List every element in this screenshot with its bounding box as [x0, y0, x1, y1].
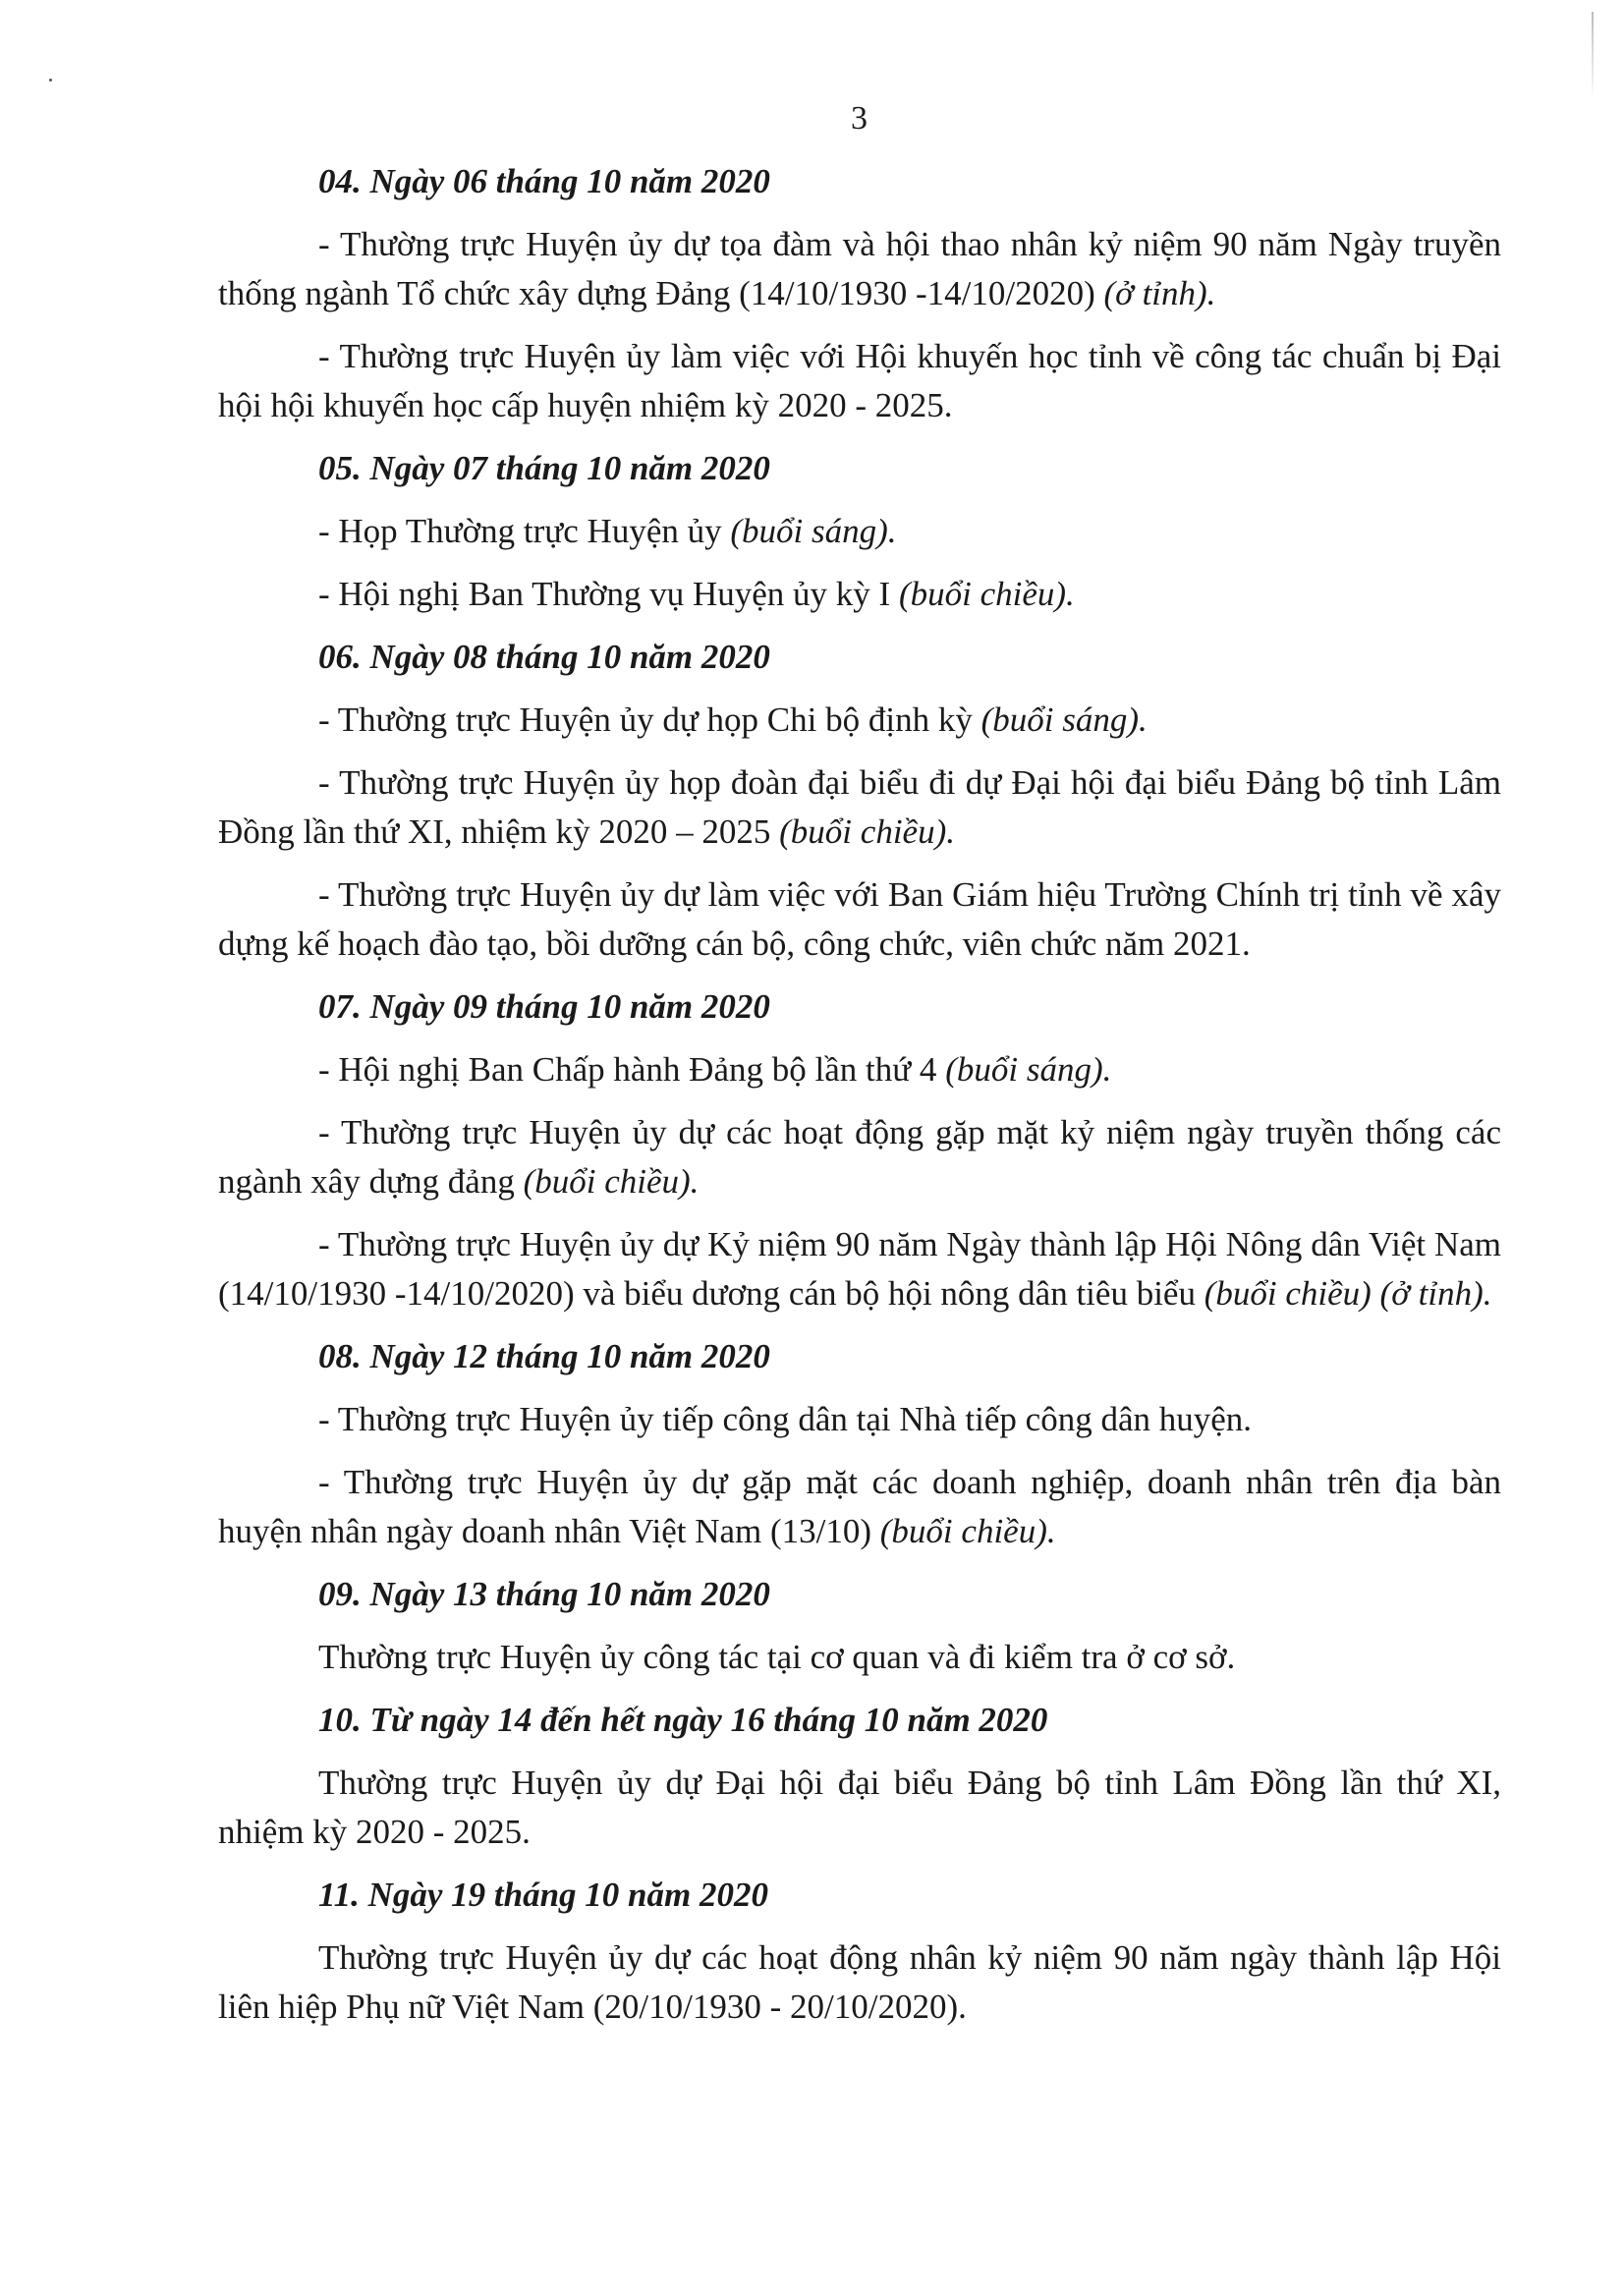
page-number: 3	[851, 100, 868, 137]
item-note: (buổi chiều).	[779, 812, 955, 851]
item-text: - Thường trực Huyện ủy dự làm việc với Ban Giám hiệu Trường Chính trị tỉnh về xây dựng kế hoạch đào tạo, bồi dưỡng cán bộ, công chức, viên chức năm 2021.	[218, 875, 1501, 963]
item-note: (buổi sáng).	[980, 700, 1148, 739]
schedule-item	[218, 696, 1501, 745]
section-title: 05. Ngày 07 tháng 10 năm 2020	[318, 449, 770, 487]
schedule-item	[218, 570, 1501, 619]
item-text: - Hội nghị Ban Chấp hành Đảng bộ lần thứ 4	[318, 1050, 946, 1089]
item-text: - Thường trực Huyện ủy tiếp công dân tại Nhà tiếp công dân huyện.	[318, 1400, 1253, 1438]
item-text: - Thường trực Huyện ủy dự Kỷ niệm 90 năm Ngày thành lập Hội Nông dân Việt Nam (14/10/1930 -14/10/2020) và biểu dương cán bộ hội nông dân tiêu biểu	[218, 1225, 1501, 1313]
section-title: 04. Ngày 06 tháng 10 năm 2020	[318, 162, 770, 200]
schedule-item	[218, 870, 1501, 969]
section-title: 08. Ngày 12 tháng 10 năm 2020	[318, 1337, 770, 1375]
item-text: - Thường trực Huyện ủy dự tọa đàm và hội thao nhân kỷ niệm 90 năm Ngày truyền thống ngành Tổ chức xây dựng Đảng (14/10/1930 -14/10/2020)	[218, 225, 1501, 312]
schedule-item	[218, 1108, 1501, 1206]
section-title: 06. Ngày 08 tháng 10 năm 2020	[318, 638, 770, 676]
item-text: Thường trực Huyện ủy công tác tại cơ quan và đi kiểm tra ở cơ sở.	[318, 1638, 1236, 1676]
schedule-item	[218, 1759, 1501, 1857]
section-title: 09. Ngày 13 tháng 10 năm 2020	[318, 1575, 770, 1613]
item-note: (buổi chiều).	[879, 1512, 1056, 1550]
section-title: 07. Ngày 09 tháng 10 năm 2020	[318, 987, 770, 1026]
item-text: - Hội nghị Ban Thường vụ Huyện ủy kỳ I	[318, 575, 899, 613]
item-note: (buổi chiều) (ở tỉnh).	[1204, 1274, 1492, 1313]
item-note: (ở tỉnh).	[1103, 274, 1216, 312]
item-text: - Thường trực Huyện ủy dự các hoạt động gặp mặt kỷ niệm ngày truyền thống các ngành xây dựng đảng	[218, 1113, 1501, 1201]
item-text: Thường trực Huyện ủy dự các hoạt động nhân kỷ niệm 90 năm ngày thành lập Hội liên hiệp Phụ nữ Việt Nam (20/10/1930 - 20/10/2020).	[218, 1938, 1501, 2026]
schedule-body	[218, 157, 1501, 2045]
item-text: - Thường trực Huyện ủy dự gặp mặt các doanh nghiệp, doanh nhân trên địa bàn huyện nhân ngày doanh nhân Việt Nam (13/10)	[218, 1463, 1501, 1550]
item-note: (buổi sáng).	[945, 1050, 1112, 1089]
section-title: 11. Ngày 19 tháng 10 năm 2020	[318, 1876, 768, 1914]
scan-edge-mark	[1592, 12, 1594, 100]
item-note: (buổi chiều).	[523, 1162, 700, 1201]
section-title: 10. Từ ngày 14 đến hết ngày 16 tháng 10 năm 2020	[318, 1701, 1048, 1739]
item-text: - Thường trực Huyện ủy họp đoàn đại biểu đi dự Đại hội đại biểu Đảng bộ tỉnh Lâm Đồng lần thứ XI, nhiệm kỳ 2020 – 2025	[218, 763, 1501, 851]
schedule-item	[218, 758, 1501, 857]
scan-speck	[49, 79, 52, 82]
item-text: - Thường trực Huyện ủy dự họp Chi bộ định kỳ	[318, 700, 981, 739]
schedule-item	[218, 1220, 1501, 1318]
schedule-item	[218, 1458, 1501, 1556]
item-note: (buổi sáng).	[730, 512, 897, 550]
item-text: - Thường trực Huyện ủy làm việc với Hội khuyến học tỉnh về công tác chuẩn bị Đại hội hội khuyến học cấp huyện nhiệm kỳ 2020 - 2025.	[218, 337, 1501, 424]
schedule-item	[218, 1633, 1501, 1682]
item-note: (buổi chiều).	[898, 575, 1075, 613]
item-text: - Họp Thường trực Huyện ủy	[318, 512, 731, 550]
schedule-item	[218, 507, 1501, 556]
item-text: Thường trực Huyện ủy dự Đại hội đại biểu Đảng bộ tỉnh Lâm Đồng lần thứ XI, nhiệm kỳ 2020 - 2025.	[218, 1764, 1501, 1851]
schedule-item	[218, 1045, 1501, 1094]
schedule-item	[218, 1933, 1501, 2032]
schedule-item	[218, 332, 1501, 430]
schedule-item	[218, 1395, 1501, 1444]
schedule-item	[218, 220, 1501, 318]
